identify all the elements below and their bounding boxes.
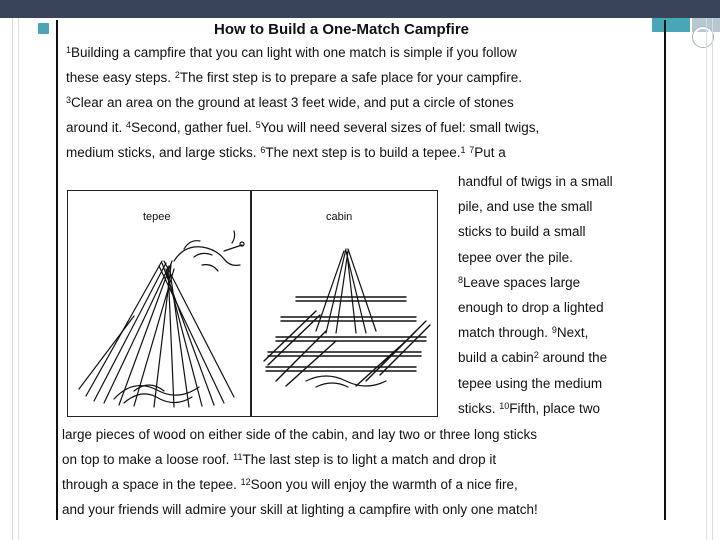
text-line: $^1$Building a campfire that you can light with one match is simple if you follow bbox=[66, 45, 517, 60]
footnote-marker: 3 bbox=[66, 95, 72, 105]
slide-guide-line bbox=[18, 18, 19, 540]
figure-label-tepee: tepee bbox=[143, 211, 171, 223]
tepee-drawing bbox=[74, 221, 246, 411]
scanned-document-page bbox=[56, 20, 666, 520]
slide-corner-ring-icon bbox=[693, 27, 713, 47]
figure-label-cabin: cabin bbox=[326, 211, 353, 223]
figure-tepee-cabin bbox=[67, 190, 438, 417]
text-line: match through. $^9$Next, bbox=[458, 325, 589, 341]
footnote-marker: 11 bbox=[233, 452, 243, 462]
footnote-marker: 1 bbox=[66, 45, 72, 55]
footnote-marker: 7 bbox=[469, 145, 475, 155]
footnote-marker: 4 bbox=[126, 120, 132, 130]
slide-bullet-icon bbox=[38, 23, 49, 34]
text-line: large pieces of wood on either side of the cabin, and lay two or three long sticks bbox=[62, 427, 538, 442]
footnote-marker: 2 bbox=[174, 70, 180, 80]
document-title: How to Build a One-Match Campfire bbox=[214, 21, 470, 38]
text-line: medium sticks, and large sticks. $^6$The next step is to build a tepee.$^1$ $^7$Put a bbox=[66, 145, 506, 160]
footnote-marker: 9 bbox=[551, 325, 557, 336]
footnote-marker: 1 bbox=[460, 145, 466, 155]
text-line: around it. $^4$Second, gather fuel. $^5$You will need several sizes of fuel: small twigs, bbox=[66, 120, 540, 135]
footnote-marker: 12 bbox=[240, 477, 251, 487]
footnote-marker: 8 bbox=[458, 274, 464, 285]
text-line: pile, and use the small bbox=[458, 199, 593, 215]
text-line: on top to make a loose roof. $^{11}$The last step is to light a match and drop it bbox=[62, 452, 497, 467]
paragraph-bottom bbox=[62, 422, 662, 522]
paragraph-side bbox=[458, 169, 658, 421]
slide-guide-line bbox=[712, 18, 713, 540]
footnote-marker: 6 bbox=[260, 145, 266, 155]
figure-divider bbox=[250, 191, 252, 416]
slide-top-bar bbox=[0, 0, 720, 18]
text-line: and your friends will admire your skill at lighting a campfire with only one match! bbox=[62, 502, 538, 517]
text-line: sticks to build a small bbox=[458, 224, 586, 240]
slide-guide-line bbox=[706, 18, 707, 540]
slide-guide-line bbox=[12, 18, 13, 540]
cabin-drawing bbox=[256, 221, 434, 411]
text-line: build a cabin$^2$ around the bbox=[458, 350, 608, 366]
footnote-marker: 5 bbox=[255, 120, 261, 130]
text-line: $^3$Clear an area on the ground at least 3 feet wide, and put a circle of stones bbox=[66, 95, 514, 110]
text-line: through a space in the tepee. $^{12}$Soon you will enjoy the warmth of a nice fire, bbox=[62, 477, 518, 492]
text-line: these easy steps. $^2$The first step is to prepare a safe place for your campfire. bbox=[66, 70, 522, 85]
paragraph-top bbox=[66, 40, 662, 165]
text-line: tepee using the medium bbox=[458, 375, 603, 391]
footnote-marker: 10 bbox=[499, 400, 510, 411]
text-line: sticks. $^{10}$Fifth, place two bbox=[458, 400, 601, 416]
text-line: $^8$Leave spaces large bbox=[458, 274, 581, 290]
text-line: handful of twigs in a small bbox=[458, 174, 613, 189]
footnote-marker: 2 bbox=[533, 350, 539, 361]
text-line: tepee over the pile. bbox=[458, 249, 573, 265]
text-line: enough to drop a lighted bbox=[458, 300, 604, 316]
